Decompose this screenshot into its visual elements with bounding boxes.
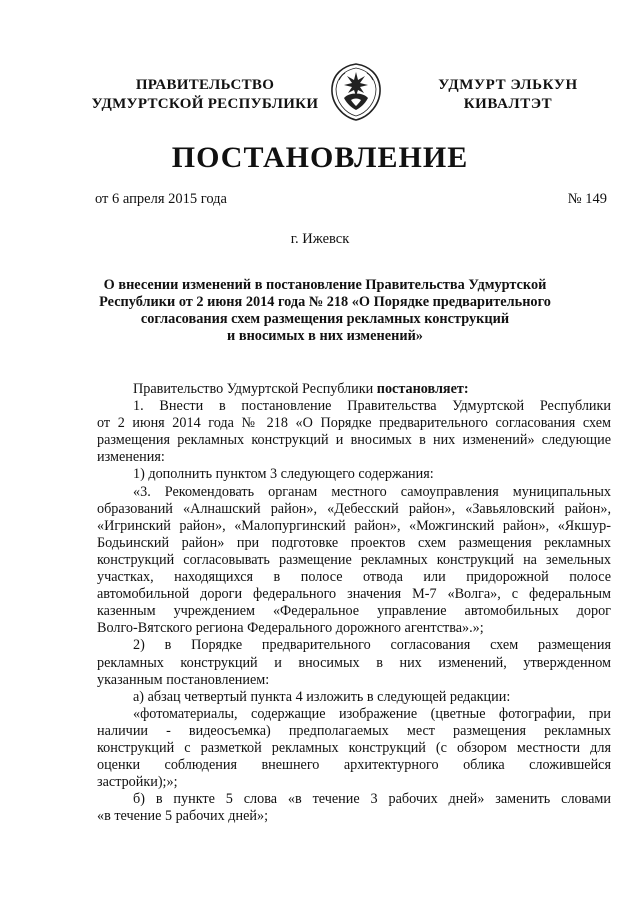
body-line: автомобильной дороги федерального значения М-7 «Волга», с федеральным [97, 586, 611, 603]
paragraph-7 [97, 791, 611, 825]
body-line: Бодьинский район» при подготовке проектов схем размещения рекламных [97, 534, 611, 551]
body-line: 2) в Порядке предварительного согласования схем размещения [133, 637, 611, 654]
body-line: застройки);»; [97, 774, 178, 791]
body-line: казенным учреждением «Федеральное управление автомобильных дорог [97, 603, 611, 620]
subject-line: согласования схем размещения рекламных конструкций [140, 311, 510, 327]
udmurt-coat-of-arms-icon [329, 62, 383, 122]
issuer-name-russian [88, 76, 322, 114]
paragraph-6 [97, 706, 611, 791]
intro-text: Правительство Удмуртской Республики [133, 381, 377, 397]
body-line: оценки соблюдения внешнего архитектурного облика сложившейся [97, 757, 611, 774]
paragraph-3 [97, 484, 611, 638]
body-line: 1. Внести в постановление Правительства Удмуртской Республики [133, 398, 611, 415]
subject-line: О внесении изменений в постановление Правительства Удмуртской [103, 277, 547, 293]
body-line: от 2 июня 2014 года № 218 «О Порядке предварительного согласования схем [97, 415, 611, 432]
intro-bold: постановляет: [376, 381, 469, 397]
paragraph-5: а) абзац четвертый пункта 4 изложить в следующей редакции: [133, 688, 511, 705]
document-number: № 149 [567, 191, 607, 207]
body-line: участках, находящихся в полосе отвода или придорожной полосе [97, 569, 611, 586]
body-line: наличии - видеосъемка) предполагаемых мест размещения рекламных [97, 722, 611, 739]
issuer-line: КИВАЛТЭТ [463, 96, 553, 112]
body-line: рекламных конструкций и вносимых в них изменений, утвержденном [97, 654, 611, 671]
body-line: «Игринский район», «Малопургинский район», «Можгинский район», «Якшур- [97, 517, 611, 534]
body-line: «фотоматериалы, содержащие изображение (цветные фотографии, при [133, 705, 611, 722]
intro-paragraph [97, 381, 611, 398]
paragraph-2: 1) дополнить пунктом 3 следующего содержания: [133, 466, 434, 483]
document-subject [90, 277, 560, 345]
document-city: г. Ижевск [290, 231, 350, 247]
issuer-line: УДМУРТСКОЙ РЕСПУБЛИКИ [91, 96, 319, 112]
body-line: конструкций с разметкой рекламных конструкций (с обзором местности для [97, 739, 611, 756]
document-title: ПОСТАНОВЛЕНИЕ [171, 141, 469, 174]
body-line: б) в пункте 5 слова «в течение 3 рабочих дней» заменить словами [133, 791, 611, 808]
document-body [97, 381, 611, 825]
document-date: от 6 апреля 2015 года [95, 191, 227, 207]
issuer-line: УДМУРТ ЭЛЬКУН [438, 77, 578, 93]
paragraph-4 [97, 637, 611, 688]
body-line: образований «Алнашский район», «Дебесский район», «Завьяловский район», [97, 500, 611, 517]
body-line: Волго-Вятского региона Федерального дорожного агентства».»; [97, 620, 484, 637]
issuer-line: ПРАВИТЕЛЬСТВО [135, 77, 275, 93]
body-line: «в течение 5 рабочих дней»; [97, 808, 269, 825]
subject-line: Республики от 2 июня 2014 года № 218 «О Порядке предварительного [99, 294, 551, 310]
body-line: «3. Рекомендовать органам местного самоуправления муниципальных [133, 483, 611, 500]
issuer-name-udmurt [417, 76, 599, 114]
body-line: изменения: [97, 449, 165, 466]
subject-line: и вносимых в них изменений» [227, 328, 423, 344]
body-line: размещения рекламных конструкций и вносимых в них изменений» следующие [97, 432, 611, 449]
paragraph-1 [97, 398, 611, 466]
body-line: конструкций согласовывать размещение рекламных конструкций на земельных [97, 551, 611, 568]
body-line: указанным постановлением: [97, 671, 270, 688]
